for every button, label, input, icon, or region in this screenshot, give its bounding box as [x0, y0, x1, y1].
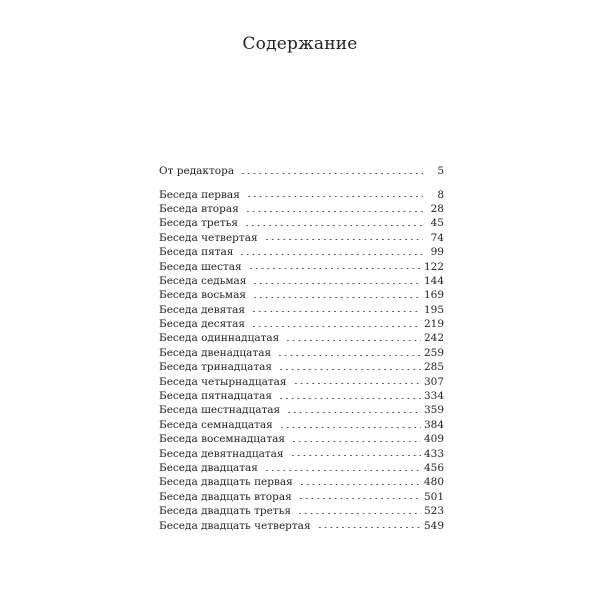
table-of-contents — [159, 164, 444, 533]
toc-entry-page: 480 — [423, 476, 444, 489]
toc-entry-label: Беседа седьмая — [159, 274, 247, 287]
toc-entry-page: 384 — [423, 418, 444, 431]
toc-entry — [159, 216, 444, 230]
toc-dot-leader — [245, 211, 423, 212]
toc-entry — [159, 164, 444, 178]
toc-entry — [159, 188, 444, 202]
toc-entry-page: 99 — [430, 246, 444, 259]
toc-entry-label: Беседа четырнадцатая — [159, 375, 287, 388]
toc-entry — [159, 303, 444, 317]
toc-dot-leader — [279, 427, 421, 428]
toc-entry-page: 219 — [423, 318, 444, 331]
toc-entry-label: Беседа семнадцатая — [159, 418, 273, 431]
toc-entry — [159, 375, 444, 389]
toc-entry-page: 28 — [430, 202, 444, 215]
toc-entry-page: 144 — [423, 274, 444, 287]
toc-entry-label: Беседа девятая — [159, 303, 245, 316]
toc-entry-page: 433 — [423, 447, 444, 460]
toc-dot-leader — [317, 527, 421, 528]
toc-entry-page: 359 — [423, 404, 444, 417]
toc-entry-label: Беседа двадцатая — [159, 462, 258, 474]
toc-entry-page: 523 — [423, 505, 444, 518]
toc-entry — [159, 490, 444, 504]
toc-entry — [159, 317, 444, 331]
toc-dot-leader — [248, 268, 421, 269]
toc-entry — [159, 346, 444, 360]
toc-entry-page: 501 — [423, 490, 444, 503]
toc-dot-leader — [278, 369, 421, 370]
toc-entry-label: Беседа третья — [159, 217, 238, 230]
toc-entry-page: 195 — [423, 303, 444, 316]
toc-entry-label: Беседа двадцать вторая — [159, 490, 292, 503]
toc-entry-label: Беседа восьмая — [159, 289, 246, 302]
toc-entry — [159, 231, 444, 245]
toc-dot-leader — [293, 383, 421, 384]
toc-entry-label: Беседа двадцать третья — [159, 505, 291, 518]
toc-entry — [159, 331, 444, 345]
toc-dot-leader — [278, 398, 421, 399]
toc-entry-label: Беседа шестнадцатая — [159, 404, 281, 417]
toc-dot-leader — [298, 498, 421, 499]
toc-entry-label: Беседа четвертая — [159, 231, 258, 244]
toc-entry-page: 456 — [423, 462, 444, 474]
toc-entry-page: 45 — [430, 217, 444, 230]
toc-dot-leader — [240, 173, 423, 174]
toc-entry — [159, 504, 444, 518]
toc-entry-label: Беседа двадцать четвертая — [159, 519, 311, 532]
toc-entry-page: 74 — [430, 231, 444, 244]
toc-entry-label: Беседа двадцать первая — [159, 476, 293, 489]
toc-entry — [159, 260, 444, 274]
toc-dot-leader — [246, 196, 423, 197]
toc-dot-leader — [285, 340, 421, 341]
toc-entry-page: 307 — [423, 375, 444, 388]
toc-entry-label: Беседа девятнадцатая — [159, 447, 284, 460]
toc-entry-page: 5 — [437, 165, 444, 177]
toc-dot-leader — [264, 470, 421, 471]
toc-entry — [159, 475, 444, 489]
toc-dot-leader — [252, 283, 421, 284]
toc-entry-page: 242 — [423, 332, 444, 345]
toc-entry-label: Беседа десятая — [159, 318, 245, 331]
toc-entry-label: Беседа пятая — [159, 246, 234, 259]
page-title: Содержание — [242, 34, 358, 54]
toc-entry-label: Беседа тринадцатая — [159, 361, 273, 374]
toc-entry-page: 334 — [423, 390, 444, 403]
toc-entry-label: Беседа первая — [159, 188, 240, 201]
toc-entry-page: 169 — [423, 289, 444, 302]
toc-entry — [159, 389, 444, 403]
toc-entry — [159, 274, 444, 288]
toc-entry-label: Беседа шестая — [159, 260, 242, 273]
toc-entry-label: Беседа вторая — [159, 202, 239, 215]
toc-entry — [159, 288, 444, 302]
toc-entry-label: Беседа восемнадцатая — [159, 433, 286, 446]
toc-entry-label: Беседа одиннадцатая — [159, 332, 280, 345]
toc-entry — [159, 461, 444, 475]
toc-entry — [159, 432, 444, 446]
toc-entry-label: Беседа пятнадцатая — [159, 390, 272, 403]
toc-entry-page: 8 — [437, 188, 444, 201]
toc-dot-leader — [291, 441, 421, 442]
toc-dot-leader — [297, 513, 421, 514]
toc-dot-leader — [264, 239, 423, 240]
toc-dot-leader — [239, 254, 423, 255]
toc-dot-leader — [244, 225, 423, 226]
toc-entry-page: 259 — [423, 346, 444, 359]
toc-entry — [159, 202, 444, 216]
toc-entry — [159, 403, 444, 417]
toc-entry — [159, 447, 444, 461]
toc-entry-page: 285 — [423, 361, 444, 374]
toc-entry-page: 122 — [423, 260, 444, 273]
toc-dot-leader — [251, 311, 421, 312]
toc-entry — [159, 519, 444, 533]
toc-dot-leader — [290, 455, 421, 456]
toc-dot-leader — [252, 297, 421, 298]
toc-entry — [159, 245, 444, 259]
toc-entry — [159, 418, 444, 432]
toc-dot-leader — [299, 484, 421, 485]
toc-entry — [159, 360, 444, 374]
toc-dot-leader — [251, 326, 421, 327]
toc-dot-leader — [286, 412, 421, 413]
toc-dot-leader — [277, 355, 421, 356]
toc-entry-page: 549 — [423, 519, 444, 532]
toc-entry-label: Беседа двенадцатая — [159, 346, 272, 359]
toc-entry-page: 409 — [423, 433, 444, 446]
toc-entry-label: От редактора — [159, 165, 235, 177]
